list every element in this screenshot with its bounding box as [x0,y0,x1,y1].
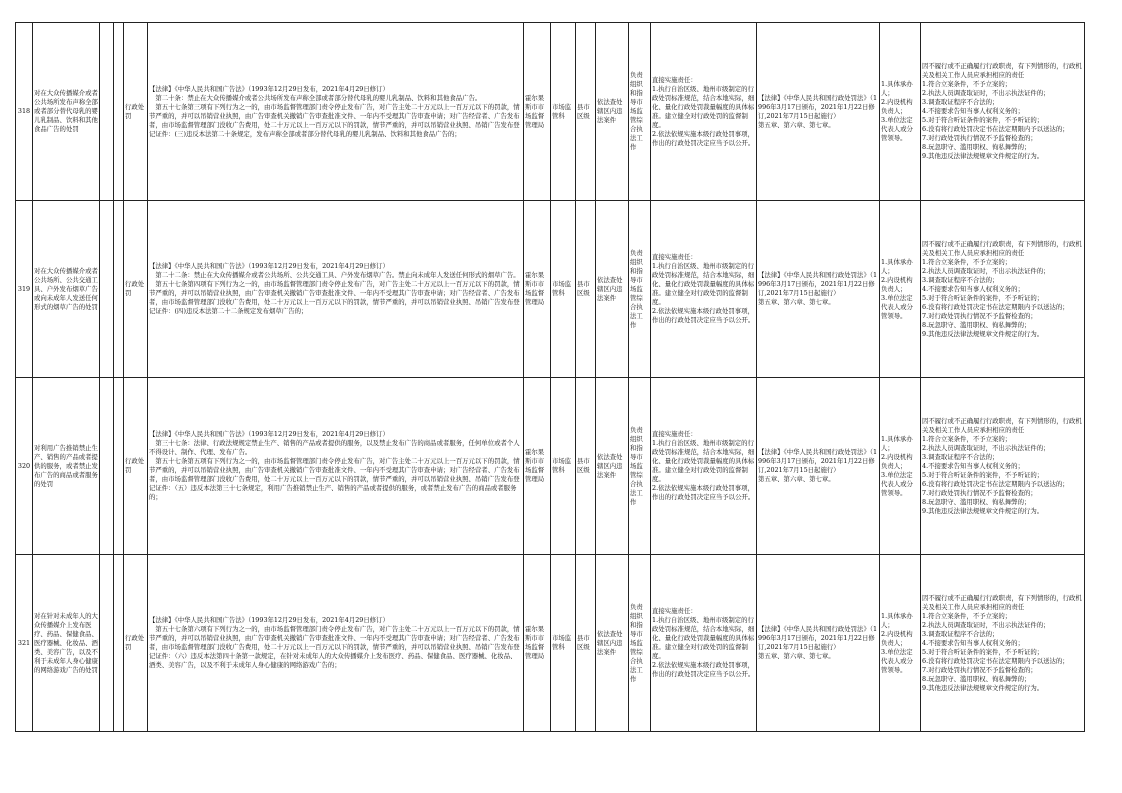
power-type: 行政处罚 [124,378,148,555]
responsibility-items: 直接实施责任： 1.执行自治区级、地州市级制定的行政处罚标准规范，结合本地实际，细化、量化行政处罚裁量幅度的具体标准。建立健全对行政处罚的监督制度。 2.依法依规实施本级行政处罚事项，作出的行政处罚决定应当予以公开。 [651,555,757,732]
implementing-body: 霍尔果斯市市场监督管理局 [524,201,551,378]
department: 市场监管科 [551,555,576,732]
responsibility-basis: 【法律】《中华人民共和国行政处罚法》（1996年3月17日颁布，2021年1月22日修订,2021年7月15日起施行） 第五章、第六章、第七章。 [757,201,880,378]
sub-item [100,201,114,378]
extra-cell [114,201,124,378]
duty-short: 负责组织和指导市场监管综合执法工作 [629,23,651,201]
accountability: 因不履行或不正确履行行政职责，有下列情形的，行政机关及相关工作人员应承担相应的责任 1.符合立案条件，不予立案的； 2.执法人员调查取证时，不出示执法证件的； 3.调查取证程序不合法的； 4.不接要求告知当事人权利义务的； 5.对于符合听证条件的案件，不予听证的； 6.没有将行政处罚决定书在法定期限内予以送达的； 7.对行政处罚执行情况不予监督检查的； 8.玩忽职守、滥用职权、徇私舞弊的； 9.其他违反法律法规规章文件规定的行为。 [921,378,1085,555]
item-name: 对在大众传播媒介或者公共场所发布声称全部或者部分替代母乳的婴儿乳制品、饮料和其他食品广告的处罚 [33,23,100,201]
extra-cell [114,555,124,732]
power-type: 行政处罚 [124,201,148,378]
department: 市场监管科 [551,378,576,555]
level: 县市区级 [576,378,596,555]
responsibility-basis: 【法律】《中华人民共和国行政处罚法》（1996年3月17日颁布，2021年1月22日修订,2021年7月15日起施行） 第五章、第六章、第七章。 [757,378,880,555]
row-number: 321 [16,555,33,732]
sub-item [100,555,114,732]
table-row [16,23,1085,201]
level: 县市区级 [576,201,596,378]
duty-short: 负责组织和指导市场监管综合执法工作 [629,201,651,378]
sub-item [100,378,114,555]
responsible-subjects: 1.具体承办人； 2.内设机构负责人； 3.单位法定代表人或分管领导。 [880,555,921,732]
responsible-subjects: 1.具体承办人； 2.内设机构负责人； 3.单位法定代表人或分管领导。 [880,23,921,201]
accountability: 因不履行或不正确履行行政职责，有下列情形的，行政机关及相关工作人员应承担相应的责任 1.符合立案条件，不予立案的； 2.执法人员调查取证时，不出示执法证件的； 3.调查取证程序不合法的； 4.不接要求告知当事人权利义务的； 5.对于符合听证条件的案件，不予听证的； 6.没有将行政处罚决定书在法定期限内予以送达的； 7.对行政处罚执行情况不予监督检查的； 8.玩忽职守、滥用职权、徇私舞弊的； 9.其他违反法律法规规章文件规定的行为。 [921,201,1085,378]
responsibility-items: 直接实施责任： 1.执行自治区级、地州市级制定的行政处罚标准规范，结合本地实际，细化、量化行政处罚裁量幅度的具体标准。建立健全对行政处罚的监督制度。 2.依法依规实施本级行政处罚事项，作出的行政处罚决定应当予以公开。 [651,201,757,378]
responsible-subjects: 1.具体承办人； 2.内设机构负责人； 3.单位法定代表人或分管领导。 [880,201,921,378]
implementing-body: 霍尔果斯市市场监督管理局 [524,555,551,732]
table-row [16,555,1085,732]
responsibility-items: 直接实施责任： 1.执行自治区级、地州市级制定的行政处罚标准规范，结合本地实际，细化、量化行政处罚裁量幅度的具体标准。建立健全对行政处罚的监督制度。 2.依法依规实施本级行政处罚事项，作出的行政处罚决定应当予以公开。 [651,23,757,201]
row-number: 320 [16,378,33,555]
power-list-table [15,22,1085,732]
duty-short: 负责组织和指导市场监管综合执法工作 [629,378,651,555]
responsibility-basis: 【法律】《中华人民共和国行政处罚法》（1996年3月17日颁布，2021年1月22日修订,2021年7月15日起施行） 第五章、第六章、第七章。 [757,555,880,732]
duty-short: 负责组织和指导市场监管综合执法工作 [629,555,651,732]
power-type: 行政处罚 [124,555,148,732]
responsibility-basis: 【法律】《中华人民共和国行政处罚法》（1996年3月17日颁布，2021年1月22日修订,2021年7月15日起施行） 第五章、第六章、第七章。 [757,23,880,201]
table-row [16,378,1085,555]
legal-basis: 【法律】《中华人民共和国广告法》（1993年12月29日发布，2021年4月29日修订） 第五十七条第六项有下列行为之一的，由市场监督管理部门责令停止发布广告，对广告主处二十万元以上一百万元以下的罚款，情节严重的，并可以吊销营业执照，由广告审查机关撤销广告审查批准文件、一年内不受理其广告审查申请；对广告经营者、广告发布者，由市场监督管理部门没收广告费用，处二十万元以上一百万元以下的罚款，情节严重的，并可以吊销营业执照、吊销广告发布登记证件：（六）违反本法第四十条第一款规定，在针对未成年人的大众传播媒介上发布医疗、药品、保健食品、医疗器械、化妆品、酒类、美容广告，以及不利于未成年人身心健康的网络游戏广告的； [148,555,524,732]
scope: 依法查处辖区内违法案件 [596,23,629,201]
legal-basis: 【法律】《中华人民共和国广告法》（1993年12月29日发布，2021年4月29日修订） 第二十条：禁止在大众传播媒介或者公共场所发布声称全部或者部分替代母乳的婴儿乳制品、饮料和其他食品广告。 第五十七条第三项有下列行为之一的，由市场监督管理部门责令停止发布广告，对广告主处二十万元以上一百万元以下的罚款，情节严重的，并可以吊销营业执照，由广告审查机关撤销广告审查批准文件、一年内不受理其广告审查申请；对广告经营者、广告发布者，由市场监督管理部门没收广告费用，处二十万元以上一百万元以下的罚款，情节严重的，并可以吊销营业执照、吊销广告发布登记证件：(三)违反本法第二十条规定，发布声称全部或者部分替代母乳的婴儿乳制品、饮料和其他食品广告的； [148,23,524,201]
level: 县市区级 [576,555,596,732]
department: 市场监管科 [551,201,576,378]
responsible-subjects: 1.具体承办人； 2.内设机构负责人； 3.单位法定代表人或分管领导。 [880,378,921,555]
extra-cell [114,23,124,201]
level: 县市区级 [576,23,596,201]
legal-basis: 【法律】《中华人民共和国广告法》（1993年12月29日发布，2021年4月29日修订） 第三十七条：法律、行政法规规定禁止生产、销售的产品或者提供的服务，以及禁止发布广告的商品或者服务，任何单位或者个人不得设计、制作、代理、发布广告。 第五十七条第五项有下列行为之一的，由市场监督管理部门责令停止发布广告，对广告主处二十万元以上一百万元以下的罚款，情节严重的，并可以吊销营业执照，由广告审查机关撤销广告审查批准文件、一年内不受理其广告审查申请；对广告经营者、广告发布者，由市场监督管理部门没收广告费用，处二十万元以上一百万元以下的罚款，情节严重的，并可以吊销营业执照、吊销广告发布登记证件：（五）违反本法第三十七条规定，利用广告推销禁止生产、销售的产品或者提供的服务，或者禁止发布广告的商品或者服务的； [148,378,524,555]
scope: 依法查处辖区内违法案件 [596,201,629,378]
extra-cell [114,378,124,555]
item-name: 对在大众传播媒介或者公共场所、公共交通工具、户外发布烟草广告或向未成年人发送任何形式的烟草广告的处罚 [33,201,100,378]
sub-item [100,23,114,201]
responsibility-items: 直接实施责任： 1.执行自治区级、地州市级制定的行政处罚标准规范，结合本地实际，细化、量化行政处罚裁量幅度的具体标准。建立健全对行政处罚的监督制度。 2.依法依规实施本级行政处罚事项，作出的行政处罚决定应当予以公开。 [651,378,757,555]
scope: 依法查处辖区内违法案件 [596,555,629,732]
scope: 依法查处辖区内违法案件 [596,378,629,555]
item-name: 对在针对未成年人的大众传播媒介上发布医疗、药品、保健食品、医疗器械、化妆品、酒类、美容广告，以及不利于未成年人身心健康的网络游戏广告的处罚 [33,555,100,732]
accountability: 因不履行或不正确履行行政职责，有下列情形的，行政机关及相关工作人员应承担相应的责任 1.符合立案条件，不予立案的； 2.执法人员调查取证时，不出示执法证件的； 3.调查取证程序不合法的； 4.不接要求告知当事人权利义务的； 5.对于符合听证条件的案件，不予听证的； 6.没有将行政处罚决定书在法定期限内予以送达的； 7.对行政处罚执行情况不予监督检查的； 8.玩忽职守、滥用职权、徇私舞弊的； 9.其他违反法律法规规章文件规定的行为。 [921,23,1085,201]
implementing-body: 霍尔果斯市市场监督管理局 [524,378,551,555]
row-number: 319 [16,201,33,378]
department: 市场监管科 [551,23,576,201]
power-type: 行政处罚 [124,23,148,201]
item-name: 对利用广告推销禁止生产、销售的产品或者提供的服务，或者禁止发布广告的商品或者服务的处罚 [33,378,100,555]
accountability: 因不履行或不正确履行行政职责，有下列情形的，行政机关及相关工作人员应承担相应的责任 1.符合立案条件，不予立案的； 2.执法人员调查取证时，不出示执法证件的； 3.调查取证程序不合法的； 4.不接要求告知当事人权利义务的； 5.对于符合听证条件的案件，不予听证的； 6.没有将行政处罚决定书在法定期限内予以送达的； 7.对行政处罚执行情况不予监督检查的； 8.玩忽职守、滥用职权、徇私舞弊的； 9.其他违反法律法规规章文件规定的行为。 [921,555,1085,732]
row-number: 318 [16,23,33,201]
implementing-body: 霍尔果斯市市场监督管理局 [524,23,551,201]
table-row [16,201,1085,378]
legal-basis: 【法律】《中华人民共和国广告法》（1993年12月29日发布，2021年4月29日修订） 第二十二条：禁止在大众传播媒介或者公共场所、公共交通工具、户外发布烟草广告。禁止向未成年人发送任何形式的烟草广告。 第五十七条第四项有下列行为之一的，由市场监督管理部门责令停止发布广告，对广告主处二十万元以上一百万元以下的罚款，情节严重的，并可以吊销营业执照，由广告审查机关撤销广告审查批准文件、一年内不受理其广告审查申请；对广告经营者、广告发布者，由市场监督管理部门没收广告费用，处二十万元以上一百万元以下的罚款，情节严重的，并可以吊销营业执照、吊销广告发布登记证件：(四)违反本法第二十二条规定发布烟草广告的； [148,201,524,378]
